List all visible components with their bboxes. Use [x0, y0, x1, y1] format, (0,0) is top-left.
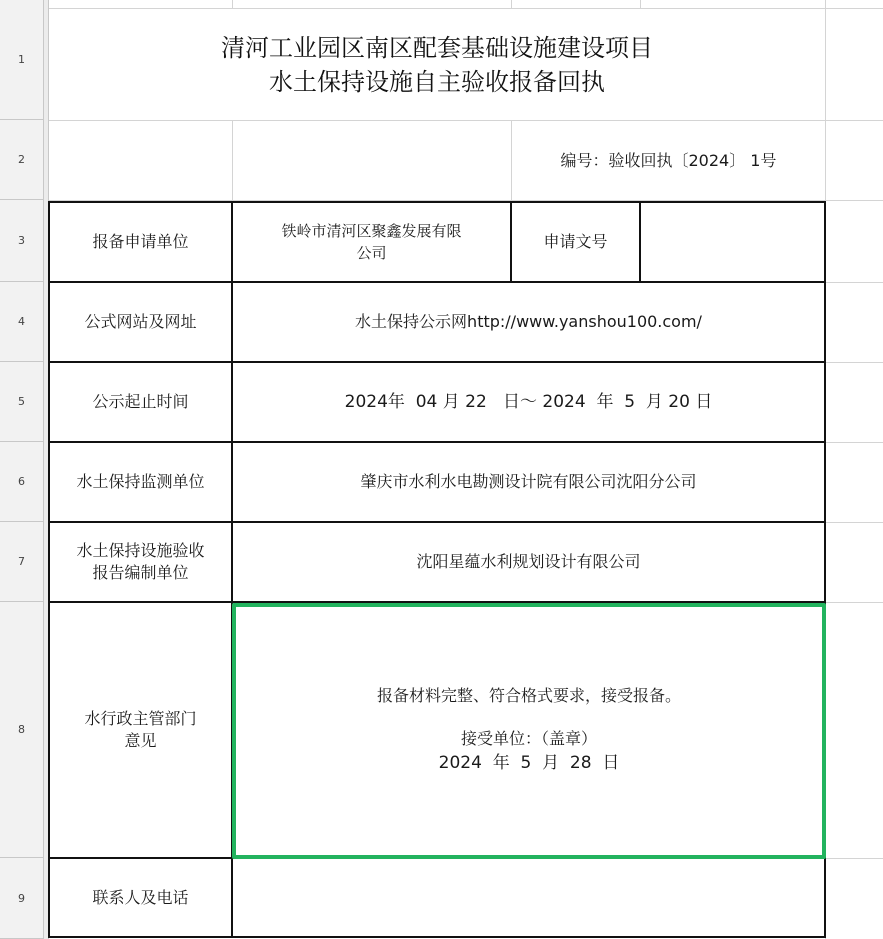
row-number: 7	[18, 555, 25, 568]
applicant-label-cell[interactable]	[50, 203, 231, 281]
grid-line	[49, 8, 883, 9]
empty-cell[interactable]	[49, 121, 232, 200]
monitor-value: 肇庆市水利水电勘测设计院有限公司沈阳分公司	[360, 472, 697, 491]
monitor-label: 水土保持监测单位	[76, 472, 205, 491]
grid-line	[826, 282, 883, 283]
row-header-9[interactable]	[0, 858, 44, 939]
doc-number-value-cell[interactable]	[641, 203, 824, 281]
row-number: 4	[18, 315, 25, 328]
applicant-value-cell[interactable]	[233, 203, 510, 281]
contact-label-cell[interactable]	[50, 859, 231, 936]
website-label-cell[interactable]	[50, 283, 231, 361]
row-header-1[interactable]	[0, 0, 44, 120]
monitor-value-cell[interactable]	[233, 443, 824, 521]
row-header-4[interactable]	[0, 282, 44, 362]
grid-line	[511, 0, 512, 8]
opinion-receiver: 接受单位：（盖章）	[460, 729, 597, 748]
report-label-line-1: 水土保持设施验收	[76, 541, 205, 560]
applicant-value-line-1: 铁岭市清河区聚鑫发展有限	[281, 222, 462, 240]
grid-line	[826, 858, 883, 859]
grid-line	[826, 602, 883, 603]
row-number: 6	[18, 475, 25, 488]
doc-number-label: 申请文号	[543, 232, 608, 251]
document-title[interactable]	[49, 10, 825, 120]
doc-number-label-cell[interactable]	[512, 203, 639, 281]
title-line-1: 清河工业园区南区配套基础设施建设项目	[221, 34, 653, 62]
opinion-text: 报备材料完整、符合格式要求，接受报备。	[376, 686, 681, 705]
opinion-label-line-1: 水行政主管部门	[84, 709, 197, 728]
row-header-7[interactable]	[0, 522, 44, 602]
period-label: 公示起止时间	[92, 392, 189, 411]
report-value-cell[interactable]	[233, 523, 824, 601]
website-label: 公式网站及网址	[84, 312, 197, 331]
report-value: 沈阳星蕴水利规划设计有限公司	[416, 552, 641, 571]
grid-line	[826, 362, 883, 363]
opinion-date: 2024 年 5 月 28 日	[438, 753, 620, 773]
row-header-5[interactable]	[0, 362, 44, 442]
website-value: 水土保持公示网http://www.yanshou100.com/	[355, 312, 702, 331]
report-label-cell[interactable]	[50, 523, 231, 601]
row-number: 2	[18, 153, 25, 166]
applicant-value-line-2: 公司	[356, 244, 387, 262]
row-header-3[interactable]	[0, 200, 44, 282]
row-number: 3	[18, 234, 25, 247]
contact-label: 联系人及电话	[92, 887, 189, 907]
table-border	[48, 936, 826, 938]
row-header-8[interactable]	[0, 602, 44, 858]
grid-line	[232, 0, 233, 8]
report-label-line-2: 报告编制单位	[92, 563, 189, 582]
row-header-6[interactable]	[0, 442, 44, 522]
row-number: 9	[18, 891, 25, 905]
grid-line	[640, 0, 641, 8]
row-header-2[interactable]	[0, 120, 44, 200]
grid-line	[826, 442, 883, 443]
title-line-2: 水土保持设施自主验收报备回执	[269, 68, 605, 96]
row-number: 1	[18, 53, 25, 66]
row-number: 8	[18, 723, 25, 736]
serial-number: 编号：验收回执〔2024〕 1号	[560, 150, 777, 170]
website-value-cell[interactable]	[233, 283, 824, 361]
opinion-label-line-2: 意见	[124, 731, 157, 750]
monitor-label-cell[interactable]	[50, 443, 231, 521]
period-value: 2024年 04 月 22 日～ 2024 年 5 月 20 日	[344, 392, 713, 412]
applicant-label: 报备申请单位	[92, 232, 189, 251]
contact-value-cell[interactable]	[233, 859, 824, 936]
grid-line	[826, 522, 883, 523]
opinion-label-cell[interactable]	[50, 603, 231, 857]
row-number: 5	[18, 395, 25, 408]
period-label-cell[interactable]	[50, 363, 231, 441]
period-value-cell[interactable]	[233, 363, 824, 441]
serial-number-cell[interactable]	[512, 121, 825, 200]
empty-cell[interactable]	[233, 121, 511, 200]
